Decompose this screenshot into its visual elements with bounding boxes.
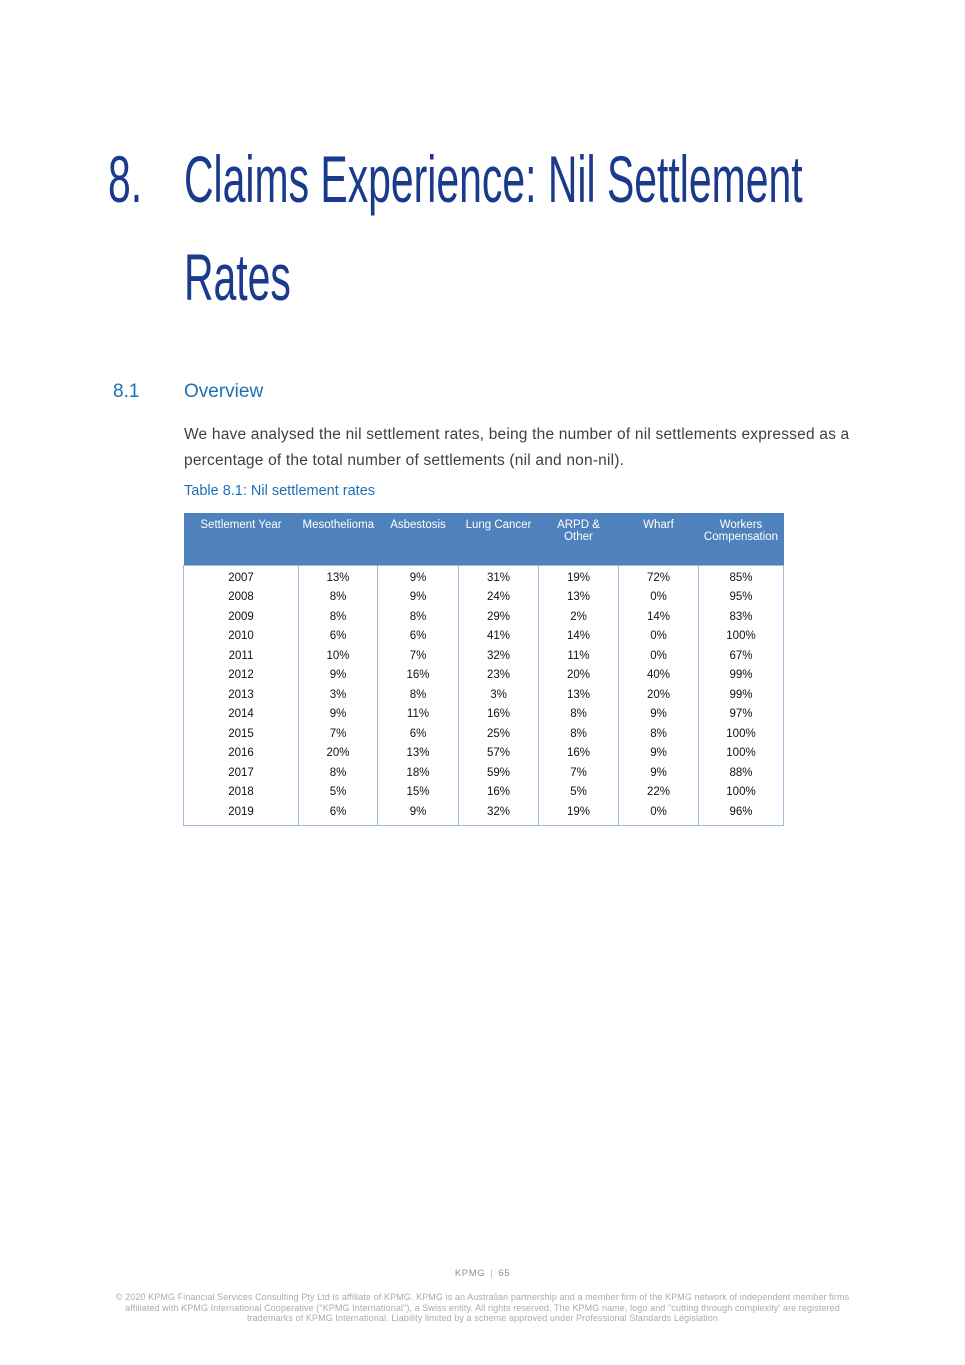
table-cell: 9%: [299, 666, 378, 686]
table-cell: 5%: [299, 783, 378, 803]
table-body: [184, 565, 784, 826]
table-row: [184, 744, 784, 764]
footer-page-number: 65: [498, 1268, 511, 1279]
table-cell: 8%: [539, 705, 619, 725]
table-cell: 20%: [299, 744, 378, 764]
page-title: [184, 130, 803, 326]
table-cell: 2019: [228, 805, 254, 818]
table-cell: 2012: [228, 669, 254, 681]
table-cell: 8%: [299, 608, 378, 628]
nil-settlement-rates-table: [183, 513, 784, 826]
table-cell: 2018: [228, 786, 254, 798]
table-row: [184, 666, 784, 686]
table-cell: 85%: [699, 565, 784, 588]
footer-brand: KPMG: [454, 1268, 486, 1279]
table-cell: 16%: [459, 783, 539, 803]
table-cell: 57%: [459, 744, 539, 764]
copyright-notice: © 2020 KPMG Financial Services Consulting Pty Ltd is affiliate of KPMG. KPMG is an Australian partnership and a member firm of the KPMG network of independent member firms affiliated with KPMG International Cooperative ("KPMG International"), a Swiss entity. All rights reserved. The KPMG name, logo and "cutting through complexity' are registered trademarks of KPMG International. Liability limited by a scheme approved under Professional Standards Legislation: [115, 1292, 850, 1323]
table-cell: 83%: [699, 608, 784, 628]
table-caption: Table 8.1: Nil settlement rates: [184, 483, 376, 499]
section-number: 8.1: [113, 381, 140, 402]
table-cell: 41%: [459, 627, 539, 647]
table-cell: 2015: [228, 727, 254, 740]
table-cell: 16%: [459, 705, 539, 725]
table-cell: 100%: [699, 783, 784, 803]
table-cell: 32%: [459, 803, 539, 826]
table-cell: 72%: [619, 565, 699, 588]
table-cell: 95%: [699, 588, 784, 608]
chapter-number: 8.: [108, 142, 143, 216]
table-cell: 0%: [619, 627, 699, 647]
table-cell: 32%: [459, 647, 539, 667]
table-cell: 2009: [228, 610, 254, 623]
table-cell: 8%: [299, 764, 378, 784]
table-cell: 13%: [299, 565, 378, 588]
table-cell: 59%: [459, 764, 539, 784]
table-cell: 100%: [699, 744, 784, 764]
table-cell: 20%: [619, 686, 699, 706]
table-row: [184, 565, 784, 588]
table-cell: 100%: [699, 627, 784, 647]
table-cell: 40%: [619, 666, 699, 686]
table-cell: 2013: [228, 688, 254, 701]
table-cell: 99%: [699, 686, 784, 706]
table-cell: 97%: [699, 705, 784, 725]
overview-paragraph: We have analysed the nil settlement rates, being the number of nil settlements expressed as a percentage of the total number of settlements (nil and non-nil).: [184, 426, 850, 469]
table-cell: 0%: [619, 647, 699, 667]
table-cell: 9%: [378, 803, 459, 826]
table-row: [184, 588, 784, 608]
table-header-cell: Mesothelioma: [299, 513, 378, 565]
table-header-cell: ARPD & Other: [539, 513, 619, 565]
table-cell: 2017: [228, 766, 254, 779]
table-cell: 8%: [539, 725, 619, 745]
table-cell: 9%: [378, 565, 459, 588]
table-cell: 96%: [699, 803, 784, 826]
table-cell: 23%: [459, 666, 539, 686]
table-cell: 8%: [378, 608, 459, 628]
table-cell: 2007: [228, 571, 254, 584]
table-cell: 19%: [539, 565, 619, 588]
table-cell: 24%: [459, 588, 539, 608]
table-cell: 7%: [539, 764, 619, 784]
table-cell: 14%: [619, 608, 699, 628]
table-cell: 9%: [619, 744, 699, 764]
table-row: [184, 783, 784, 803]
table-cell: 100%: [699, 725, 784, 745]
table-cell: 16%: [378, 666, 459, 686]
table-row: [184, 803, 784, 826]
table-cell: 2%: [539, 608, 619, 628]
table-cell: 6%: [378, 627, 459, 647]
table-cell: 6%: [378, 725, 459, 745]
table-cell: 13%: [539, 588, 619, 608]
table-cell: 6%: [299, 803, 378, 826]
table-header-cell: Lung Cancer: [459, 513, 539, 565]
table-cell: 20%: [539, 666, 619, 686]
table-row: [184, 705, 784, 725]
table-cell: 18%: [378, 764, 459, 784]
table-cell: 3%: [459, 686, 539, 706]
table-cell: 0%: [619, 803, 699, 826]
table-cell: 31%: [459, 565, 539, 588]
table-cell: 2011: [228, 649, 254, 662]
table-cell: 99%: [699, 666, 784, 686]
table-cell: 9%: [299, 705, 378, 725]
table-row: [184, 764, 784, 784]
table-cell: 5%: [539, 783, 619, 803]
table-cell: 7%: [378, 647, 459, 667]
page-title-line-1: Claims Experience: Nil Settlement: [184, 142, 803, 216]
table-cell: 2016: [228, 747, 254, 759]
table-cell: 9%: [619, 705, 699, 725]
table-header-cell: Asbestosis: [378, 513, 459, 565]
table-cell: 10%: [299, 647, 378, 667]
table-cell: 0%: [619, 588, 699, 608]
table-cell: 6%: [299, 627, 378, 647]
table-cell: 11%: [539, 647, 619, 667]
table-cell: 16%: [539, 744, 619, 764]
table-cell: 67%: [699, 647, 784, 667]
table-row: [184, 647, 784, 667]
table-cell: 13%: [378, 744, 459, 764]
table-cell: 2010: [228, 630, 254, 642]
table-cell: 9%: [619, 764, 699, 784]
table-header-cell: Wharf: [619, 513, 699, 565]
table-row: [184, 725, 784, 745]
table-cell: 19%: [539, 803, 619, 826]
table-cell: 8%: [299, 588, 378, 608]
table-cell: 29%: [459, 608, 539, 628]
table-cell: 9%: [378, 588, 459, 608]
table-cell: 7%: [299, 725, 378, 745]
table-header-cell: Workers Compensation: [699, 513, 784, 565]
table-cell: 13%: [539, 686, 619, 706]
table-cell: 22%: [619, 783, 699, 803]
table-cell: 2014: [228, 708, 254, 720]
section-heading: Overview: [184, 381, 264, 402]
table-cell: 25%: [459, 725, 539, 745]
table-cell: 8%: [378, 686, 459, 706]
table-cell: 3%: [299, 686, 378, 706]
table-row: [184, 608, 784, 628]
table-cell: 14%: [539, 627, 619, 647]
footer-separator: |: [490, 1268, 494, 1279]
table-row: [184, 627, 784, 647]
table-cell: 2008: [228, 591, 254, 603]
page-title-line-2: Rates: [184, 240, 291, 314]
table-row: [184, 686, 784, 706]
table-cell: 15%: [378, 783, 459, 803]
table-header-row: [184, 513, 784, 565]
table-header-cell: Settlement Year: [184, 513, 299, 565]
table-cell: 88%: [699, 764, 784, 784]
page-footer-label: [0, 1268, 965, 1279]
table-cell: 11%: [378, 705, 459, 725]
table-cell: 8%: [619, 725, 699, 745]
